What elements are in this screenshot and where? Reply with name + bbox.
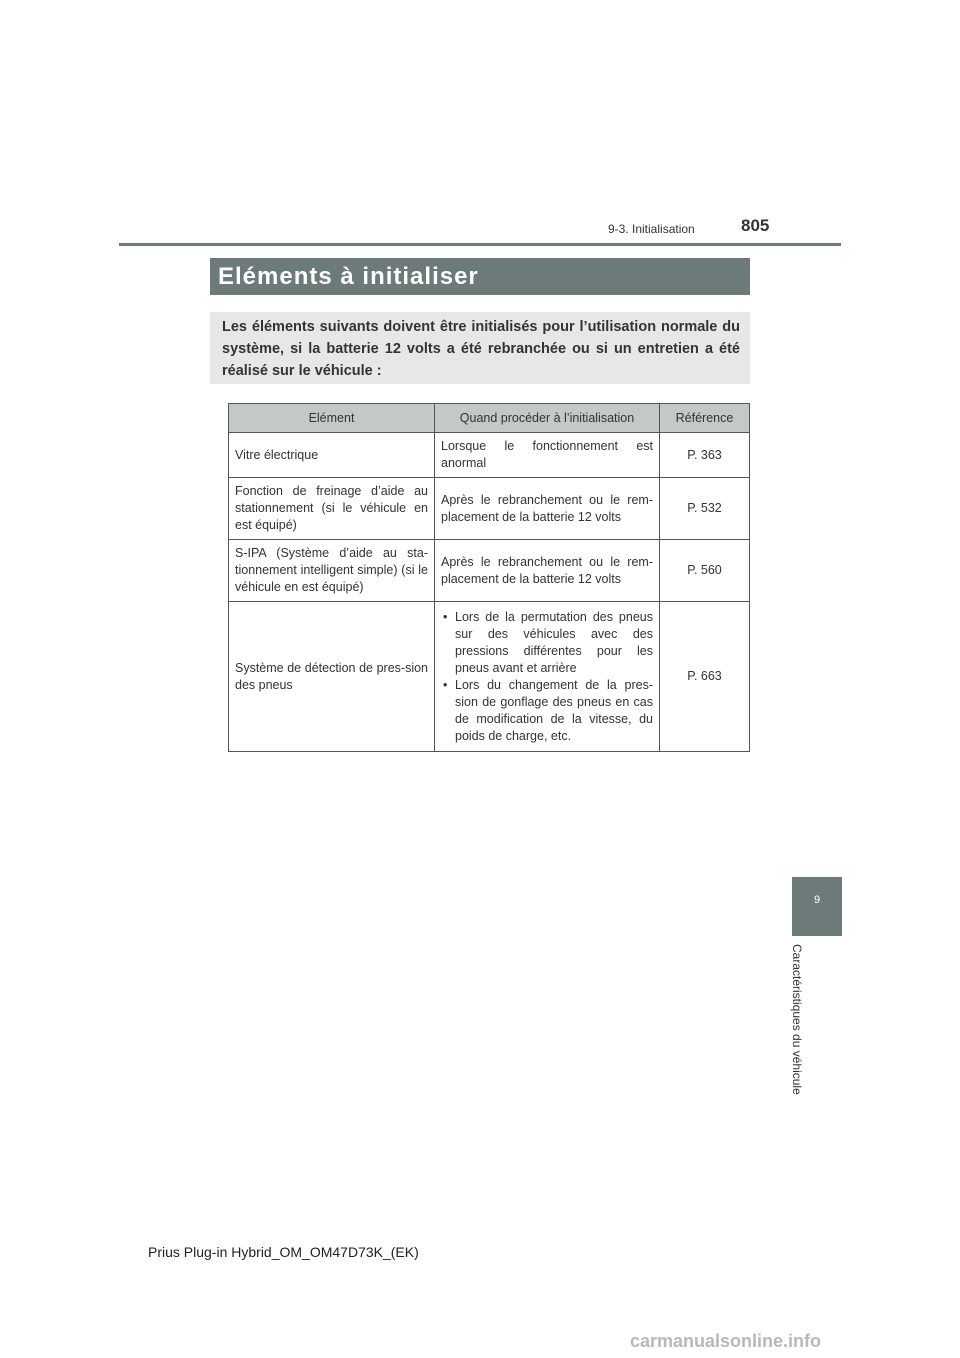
page-title: Eléments à initialiser xyxy=(218,263,479,290)
cell-element: Fonction de freinage d’aide au stationnement (si le véhicule en est équipé) xyxy=(229,478,435,540)
cell-when xyxy=(435,602,660,752)
table-row xyxy=(229,433,750,478)
header-divider xyxy=(119,243,841,246)
cell-element: Vitre électrique xyxy=(229,433,435,478)
intro-text: Les éléments suivants doivent être initialisés pour l’utilisation normale du système, si la batterie 12 volts a été rebranchée ou si un entretien a été réalisé sur le véhicule : xyxy=(222,319,740,379)
section-title: 9-3. Initialisation xyxy=(608,222,695,236)
column-header-element: Elément xyxy=(229,404,435,433)
table-row xyxy=(229,540,750,602)
list-item: • Lors du changement de la pres-sion de gonflage des pneus en cas de modification de la vitesse, du poids de charge, etc. xyxy=(441,677,653,745)
column-header-when: Quand procéder à l’initialisation xyxy=(435,404,660,433)
table-header-row xyxy=(229,404,750,433)
intro-box xyxy=(210,312,750,384)
page-number: 805 xyxy=(741,216,770,235)
table-row xyxy=(229,478,750,540)
watermark: carmanualsonline.info xyxy=(630,1331,822,1351)
bullet-list xyxy=(441,609,653,745)
cell-element: Système de détection de pres-sion des pneus xyxy=(229,602,435,752)
chapter-number: 9 xyxy=(813,894,821,906)
initialisation-table xyxy=(228,403,750,752)
column-header-reference: Référence xyxy=(660,404,750,433)
cell-reference: P. 532 xyxy=(660,478,750,540)
chapter-label: Caractéristiques du véhicule xyxy=(790,944,804,1095)
chapter-tab xyxy=(792,877,842,936)
section-heading-bar xyxy=(210,258,750,295)
cell-element: S-IPA (Système d’aide au sta-tionnement intelligent simple) (si le véhicule en est équipé) xyxy=(229,540,435,602)
list-item: • Lors de la permutation des pneus sur des véhicules avec des pressions différentes pour les pneus avant et arrière xyxy=(441,609,653,677)
table-row xyxy=(229,602,750,752)
footer-document-id: Prius Plug-in Hybrid_OM_OM47D73K_(EK) xyxy=(148,1244,419,1260)
cell-reference: P. 560 xyxy=(660,540,750,602)
cell-when: Lorsque le fonctionnement est anormal xyxy=(435,433,660,478)
cell-when: Après le rebranchement ou le rem-placement de la batterie 12 volts xyxy=(435,540,660,602)
cell-reference: P. 663 xyxy=(660,602,750,752)
cell-reference: P. 363 xyxy=(660,433,750,478)
cell-when: Après le rebranchement ou le rem-placement de la batterie 12 volts xyxy=(435,478,660,540)
